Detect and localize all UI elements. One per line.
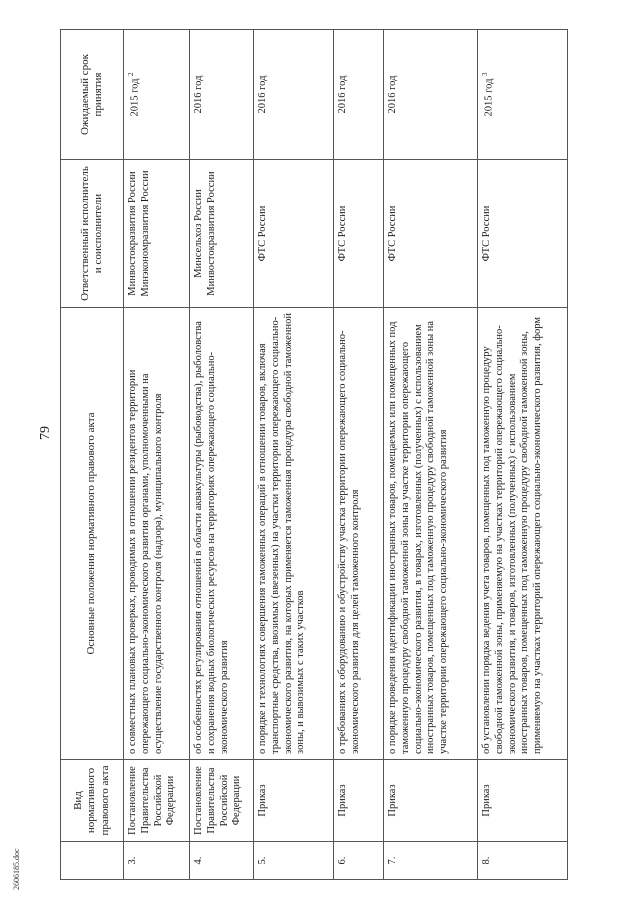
header-act-type: Вид нормативного правового акта (61, 760, 124, 842)
row-act-type: Приказ (254, 760, 334, 842)
document-file-code: 2606185.doc (12, 848, 21, 890)
table-header-row (61, 30, 124, 880)
row-number: 6. (334, 842, 384, 880)
deadline-text: 2016 год (257, 75, 268, 114)
table-row (478, 30, 568, 880)
row-responsible: Минсельхоз России Минвостокразвития России (190, 160, 254, 308)
table-row (384, 30, 478, 880)
row-number: 3. (124, 842, 190, 880)
row-deadline (190, 30, 254, 160)
deadline-text: 2015 год (483, 78, 495, 117)
row-responsible: ФТС России (384, 160, 478, 308)
row-number: 5. (254, 842, 334, 880)
header-responsible: Ответственный исполнитель и соисполнители (61, 160, 124, 308)
row-number: 8. (478, 842, 568, 880)
table-row (334, 30, 384, 880)
row-responsible: ФТС России (334, 160, 384, 308)
row-responsible: ФТС России (254, 160, 334, 308)
row-deadline (254, 30, 334, 160)
row-act-type: Приказ (478, 760, 568, 842)
row-provisions: о совместных плановых проверках, проводимых в отношении резидентов территории опережающего социально-экономического развития органами, уполномоченными на осуществление государственного контроля (надзора), муниципального контроля (124, 308, 190, 760)
row-act-type: Постановление Правительства Российской Федерации (190, 760, 254, 842)
row-deadline (334, 30, 384, 160)
table-row (254, 30, 334, 880)
header-provisions: Основные положения нормативного правового акта (61, 308, 124, 760)
row-number: 4. (190, 842, 254, 880)
row-act-type: Приказ (384, 760, 478, 842)
header-deadline: Ожидаемый срок принятия (61, 30, 124, 160)
row-act-type: Приказ (334, 760, 384, 842)
footnote-marker: 3 (481, 72, 489, 76)
deadline-text: 2016 год (193, 75, 204, 114)
rotated-table-container (60, 30, 620, 880)
header-number (61, 842, 124, 880)
row-provisions: об установлении порядка ведения учета товаров, помещенных под таможенную процедуру свободной таможенной зоны, применяемую на участках территорий опережающего социально-экономического развития, и товаров, изготовленных (полученных) с использованием иностранных товаров, помещенных под таможенную процедуру свободной таможенной зоны, применяемую на участках территорий опережающего социально-экономического развития, форм (478, 308, 568, 760)
row-deadline (124, 30, 190, 160)
row-provisions: об особенностях регулирования отношений в области аквакультуры (рыбоводства), рыболовства и сохранения водных биологических ресурсов на территориях опережающего социально-экономического развития (190, 308, 254, 760)
table-row (124, 30, 190, 880)
row-provisions: о порядке и технологиях совершения таможенных операций в отношении товаров, включая транспортные средства, ввозимых (ввезенных) на участки территории опережающего социально-экономического развития, на которых применяется таможенная процедура свободной таможенной зоны, и вывозимых с таких участков (254, 308, 334, 760)
normative-acts-table (60, 29, 568, 880)
row-number: 7. (384, 842, 478, 880)
row-provisions: о требованиях к оборудованию и обустройству участка территории опережающего социально-экономического развития для целей таможенного контроля (334, 308, 384, 760)
row-deadline (384, 30, 478, 160)
deadline-text: 2015 год (129, 78, 141, 117)
footnote-marker: 2 (127, 72, 135, 76)
row-provisions: о порядке проведения идентификации иностранных товаров, помещаемых или помещенных под таможенную процедуру свободной таможенной зоны на участке территории опережающего социально-экономического развития, в товарах, изготовленных (полученных) с использованием иностранных товаров, помещенных под таможенную процедуру свободной таможенной зоны на участке территории опережающего социально-экономического развития (384, 308, 478, 760)
row-act-type: Постановление Правительства Российской Федерации (124, 760, 190, 842)
row-responsible: ФТС России (478, 160, 568, 308)
table-row (190, 30, 254, 880)
page-number: 79 (38, 426, 53, 440)
deadline-text: 2016 год (337, 75, 348, 114)
row-responsible: Минвостокразвития России Минэкономразвития России (124, 160, 190, 308)
row-deadline (478, 30, 568, 160)
deadline-text: 2016 год (387, 75, 398, 114)
